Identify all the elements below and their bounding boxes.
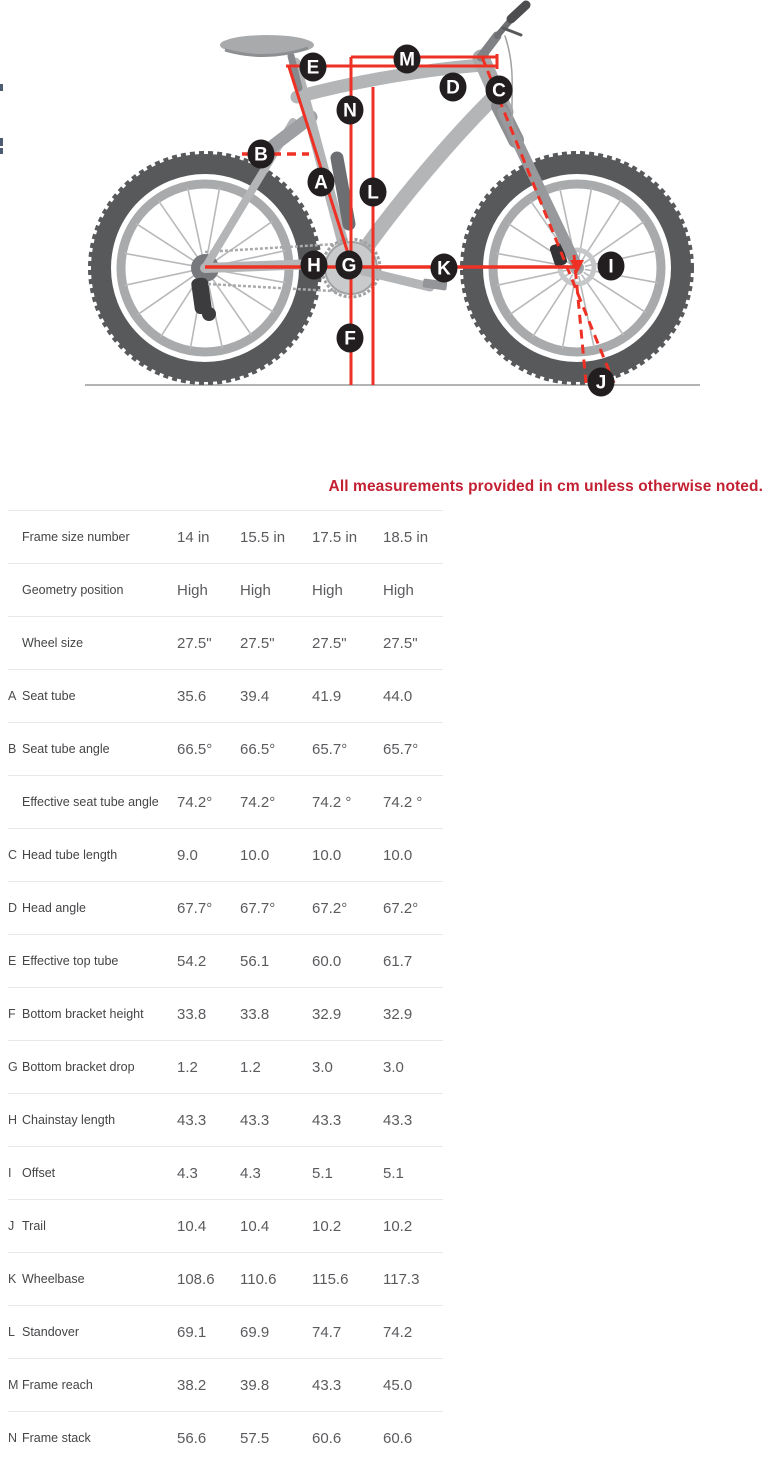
row-value: 44.0: [383, 687, 413, 705]
svg-text:A: A: [314, 172, 328, 194]
geometry-table: [8, 510, 443, 1464]
row-value: 74.2°: [177, 793, 213, 811]
row-label: Bottom bracket drop: [22, 1060, 135, 1074]
row-value: 43.3: [177, 1111, 207, 1129]
saddle: [220, 35, 314, 56]
table-row: [8, 881, 443, 934]
row-value: 27.5": [177, 634, 212, 652]
row-value: 5.1: [383, 1164, 404, 1182]
row-value: 56.6: [177, 1429, 207, 1447]
table-row: [8, 1040, 443, 1093]
row-value: 69.9: [240, 1323, 270, 1341]
row-label: Wheelbase: [22, 1272, 85, 1286]
row-label: Seat tube: [22, 689, 76, 703]
row-value: 60.6: [312, 1429, 342, 1447]
table-row: [8, 722, 443, 775]
row-value: 57.5: [240, 1429, 270, 1447]
row-value: 65.7°: [383, 740, 419, 758]
row-letter: C: [8, 848, 18, 862]
diagram-label-f: [337, 324, 364, 353]
row-value: 67.7°: [240, 899, 276, 917]
row-letter: B: [8, 742, 17, 756]
row-label: Offset: [22, 1166, 56, 1180]
row-label: Standover: [22, 1325, 79, 1339]
diagram-label-e: [300, 53, 327, 82]
row-letter: L: [8, 1325, 15, 1339]
table-row: [8, 1411, 443, 1464]
row-value: 66.5°: [240, 740, 276, 758]
svg-text:F: F: [344, 328, 356, 350]
row-letter: G: [8, 1060, 18, 1074]
row-value: 66.5°: [177, 740, 213, 758]
table-row: [8, 1093, 443, 1146]
row-value: 14 in: [177, 528, 210, 546]
row-label: Frame size number: [22, 530, 130, 544]
row-letter: F: [8, 1007, 16, 1021]
row-value: 4.3: [177, 1164, 198, 1182]
svg-text:M: M: [399, 49, 415, 71]
diagram-label-m: [394, 45, 421, 74]
row-value: 60.6: [383, 1429, 413, 1447]
row-value: 74.2°: [240, 793, 276, 811]
row-letter: D: [8, 901, 18, 915]
row-value: 43.3: [312, 1376, 342, 1394]
row-letter: K: [8, 1272, 17, 1286]
row-letter: M: [8, 1378, 19, 1392]
row-label: Chainstay length: [22, 1113, 116, 1127]
row-value: 69.1: [177, 1323, 207, 1341]
diagram-label-n: [337, 96, 364, 125]
row-value: 74.7: [312, 1323, 342, 1341]
row-label: Head tube length: [22, 848, 118, 862]
row-value: 110.6: [240, 1270, 277, 1288]
row-value: 4.3: [240, 1164, 261, 1182]
row-label: Wheel size: [22, 636, 84, 650]
row-value: 56.1: [240, 952, 270, 970]
table-row: [8, 1252, 443, 1305]
table-row: [8, 828, 443, 881]
svg-text:E: E: [306, 57, 320, 79]
row-value: 60.0: [312, 952, 342, 970]
row-letter: A: [8, 689, 17, 703]
row-value: 108.6: [177, 1270, 215, 1288]
diagram-label-a: [308, 168, 335, 197]
row-label: Effective top tube: [22, 954, 119, 968]
row-value: 117.3: [383, 1270, 420, 1288]
diagram-label-g: [336, 251, 363, 280]
table-row: [8, 987, 443, 1040]
diagram-label-b: [248, 140, 275, 169]
diagram-label-h: [301, 251, 328, 280]
row-value: 15.5 in: [240, 528, 286, 546]
row-value: 74.2 °: [312, 793, 352, 811]
row-value: 39.8: [240, 1376, 270, 1394]
row-value: 10.4: [240, 1217, 270, 1235]
row-label: Head angle: [22, 901, 86, 915]
row-value: 5.1: [312, 1164, 333, 1182]
svg-text:N: N: [343, 100, 357, 122]
diagram-label-j: [588, 368, 615, 397]
row-value: 1.2: [177, 1058, 198, 1076]
row-label: Frame reach: [22, 1378, 93, 1392]
row-value: 67.2°: [383, 899, 419, 917]
row-value: 43.3: [240, 1111, 270, 1129]
diagram-label-c: [486, 76, 513, 105]
row-value: 32.9: [312, 1005, 342, 1023]
row-value: 45.0: [383, 1376, 413, 1394]
row-label: Trail: [22, 1219, 46, 1233]
table-row: [8, 934, 443, 987]
row-value: 10.0: [383, 846, 413, 864]
table-row: [8, 1358, 443, 1411]
row-value: 39.4: [240, 687, 270, 705]
table-row: [8, 669, 443, 722]
table-row: [8, 563, 443, 616]
row-letter: N: [8, 1431, 18, 1445]
row-label: Bottom bracket height: [22, 1007, 144, 1021]
row-value: 41.9: [312, 687, 342, 705]
row-value: 65.7°: [312, 740, 348, 758]
row-value: 3.0: [383, 1058, 404, 1076]
row-value: 38.2: [177, 1376, 207, 1394]
row-value: 1.2: [240, 1058, 261, 1076]
svg-text:J: J: [595, 372, 607, 394]
row-value: 32.9: [383, 1005, 413, 1023]
svg-text:G: G: [341, 255, 357, 277]
svg-text:K: K: [437, 258, 451, 280]
row-value: High: [240, 581, 271, 599]
diagram-label-i: [598, 252, 625, 281]
svg-text:D: D: [446, 77, 460, 99]
row-label: Effective seat tube angle: [22, 795, 159, 809]
row-value: High: [312, 581, 343, 599]
table-row: [8, 1146, 443, 1199]
row-letter: J: [8, 1219, 15, 1233]
row-value: 10.4: [177, 1217, 207, 1235]
row-value: 61.7: [383, 952, 413, 970]
row-value: 10.0: [240, 846, 270, 864]
table-row: [8, 510, 443, 563]
row-value: 35.6: [177, 687, 207, 705]
row-value: 27.5": [312, 634, 347, 652]
row-value: 43.3: [312, 1111, 342, 1129]
table-row: [8, 775, 443, 828]
measurement-note: All measurements provided in cm unless otherwise noted.: [328, 478, 763, 495]
row-value: 17.5 in: [312, 528, 358, 546]
table-row: [8, 1305, 443, 1358]
table-row: [8, 1199, 443, 1252]
row-value: High: [383, 581, 414, 599]
row-value: 43.3: [383, 1111, 413, 1129]
row-value: 18.5 in: [383, 528, 429, 546]
row-value: 10.0: [312, 846, 342, 864]
row-value: 9.0: [177, 846, 198, 864]
row-value: 27.5": [240, 634, 275, 652]
svg-text:L: L: [367, 182, 379, 204]
row-label: Frame stack: [22, 1431, 91, 1445]
row-value: 74.2: [383, 1323, 413, 1341]
row-value: 67.7°: [177, 899, 213, 917]
diagram-label-l: [360, 178, 387, 207]
row-value: 74.2 °: [383, 793, 423, 811]
bike-geometry-diagram: [0, 0, 766, 430]
svg-text:H: H: [307, 255, 321, 277]
row-letter: H: [8, 1113, 18, 1127]
row-value: 67.2°: [312, 899, 348, 917]
row-value: High: [177, 581, 208, 599]
svg-text:B: B: [254, 144, 268, 166]
row-label: Geometry position: [22, 583, 124, 597]
svg-text:C: C: [492, 80, 506, 102]
row-letter: E: [8, 954, 17, 968]
row-value: 33.8: [240, 1005, 270, 1023]
row-value: 10.2: [312, 1217, 342, 1235]
row-value: 27.5": [383, 634, 418, 652]
row-label: Seat tube angle: [22, 742, 110, 756]
row-value: 3.0: [312, 1058, 333, 1076]
diagram-label-k: [431, 254, 458, 283]
row-value: 33.8: [177, 1005, 207, 1023]
row-value: 54.2: [177, 952, 207, 970]
row-value: 10.2: [383, 1217, 413, 1235]
row-value: 115.6: [312, 1270, 349, 1288]
svg-text:I: I: [608, 256, 614, 278]
table-row: [8, 616, 443, 669]
diagram-label-d: [440, 73, 467, 102]
row-letter: I: [8, 1166, 12, 1180]
